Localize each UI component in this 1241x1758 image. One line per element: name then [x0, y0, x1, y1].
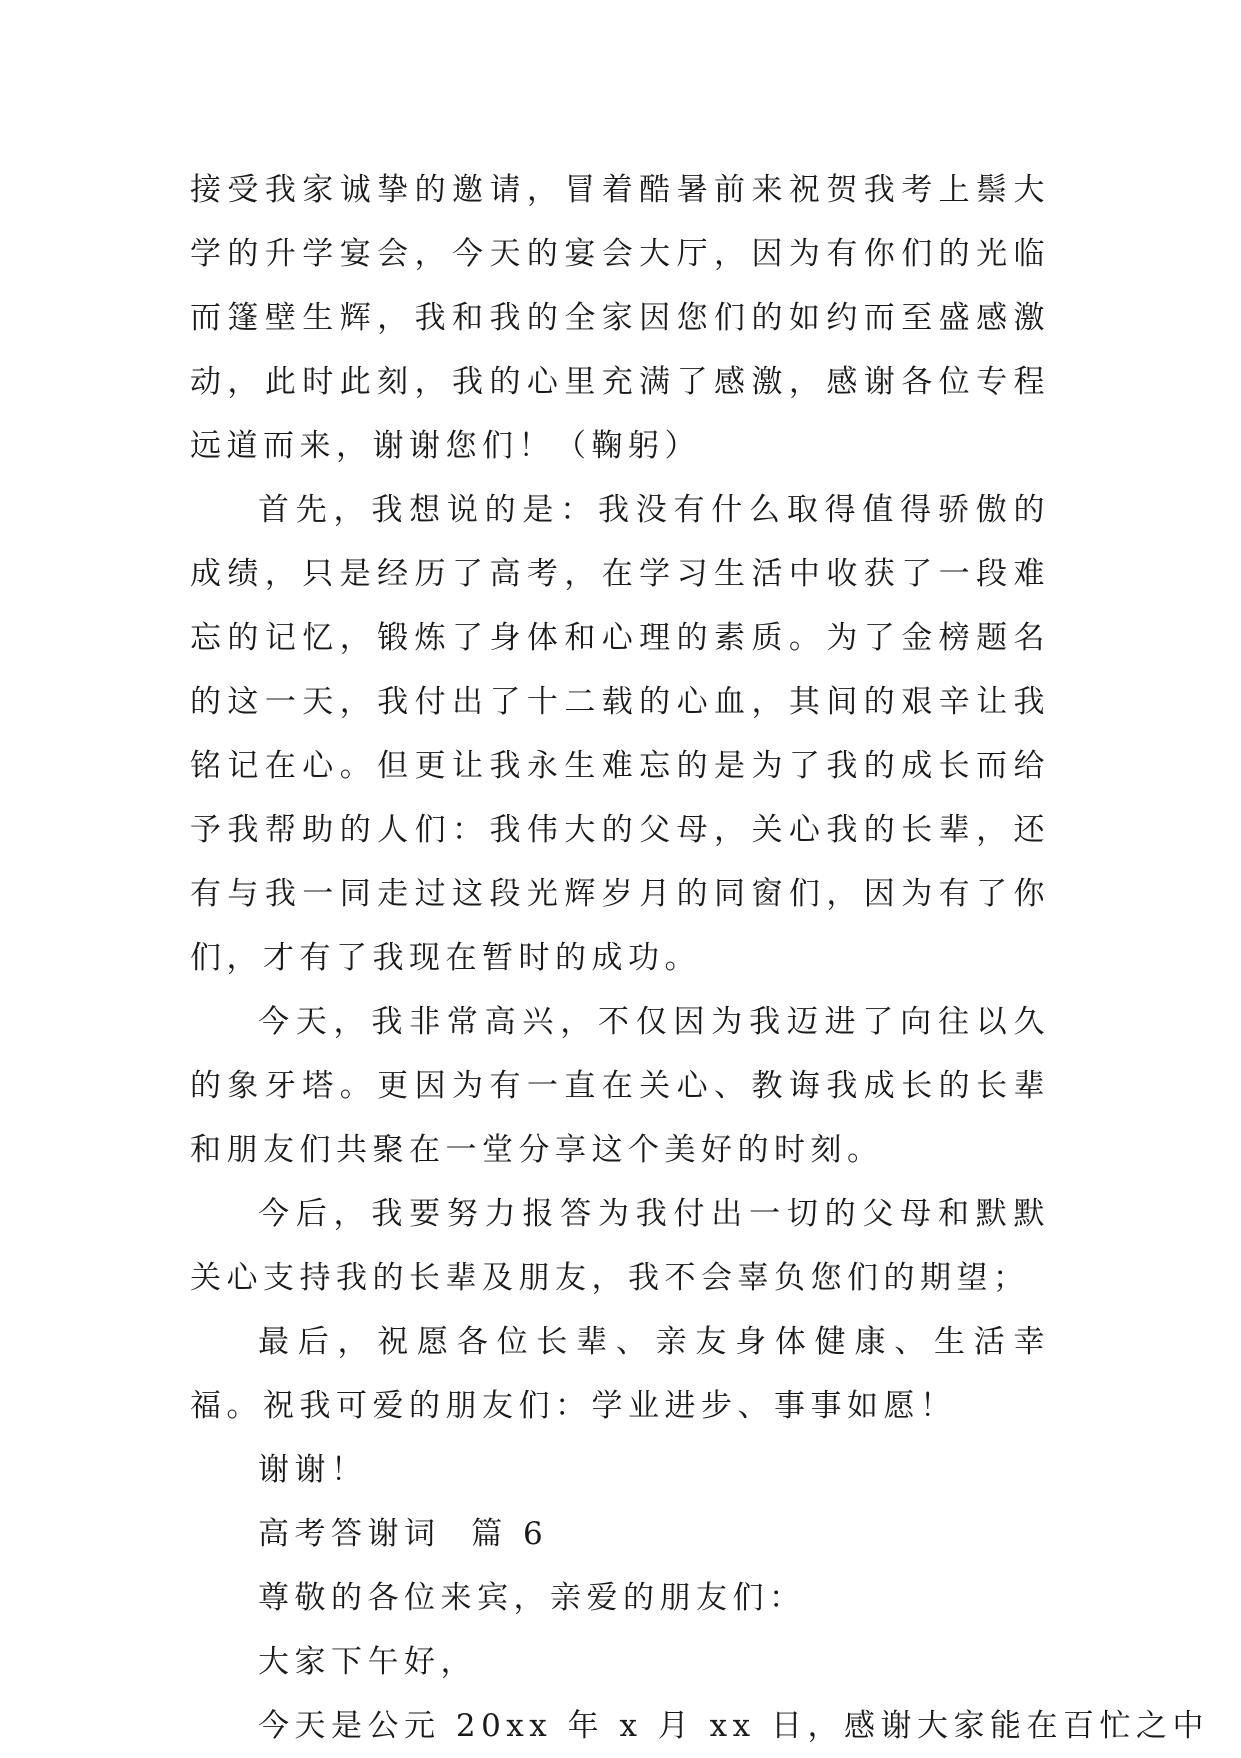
salutation: 尊敬的各位来宾，亲爱的朋友们： [258, 1580, 806, 1616]
paragraph-today: 今天，我非常高兴，不仅因为我迈进了向往以久的象牙塔。更因为有一直在关心、教诲我成长的长辈和朋友们共聚在一堂分享这个美好的时刻。 [190, 1004, 1050, 1168]
greeting: 大家下午好， [258, 1644, 477, 1680]
paragraph-thanks-intro: 接受我家诚挚的邀请，冒着酷暑前来祝贺我考上鬃大学的升学宴会，今天的宴会大厅，因为有你们的光临而篷壁生辉，我和我的全家因您们的如约而至盛感激动，此时此刻，我的心里充满了感激，感谢各位专程远道而来，谢谢您们！（鞠躬） [190, 172, 1050, 464]
last-line: 今天是公元 20xx 年 x 月 xx 日，感谢大家能在百忙之中 [258, 1708, 1209, 1744]
document-page [190, 158, 1209, 1758]
paragraph-future: 今后，我要努力报答为我付出一切的父母和默默关心支持我的长辈及朋友，我不会辜负您们的期望； [190, 1196, 1050, 1296]
paragraph-first: 首先，我想说的是：我没有什么取得值得骄傲的成绩，只是经历了高考，在学习生活中收获了一段难忘的记忆，锻炼了身体和心理的素质。为了金榜题名的这一天，我付出了十二载的心血，其间的艰辛让我铭记在心。但更让我永生难忘的是为了我的成长而给予我帮助的人们：我伟大的父母，关心我的长辈，还有与我一同走过这段光辉岁月的同窗们，因为有了你们，才有了我现在暂时的成功。 [190, 492, 1050, 976]
section-heading: 高考答谢词 篇 6 [258, 1516, 549, 1552]
paragraph-thanks: 谢谢！ [258, 1452, 368, 1488]
paragraph-finally: 最后，祝愿各位长辈、亲友身体健康、生活幸福。祝我可爱的朋友们：学业进步、事事如愿！ [190, 1324, 1050, 1424]
